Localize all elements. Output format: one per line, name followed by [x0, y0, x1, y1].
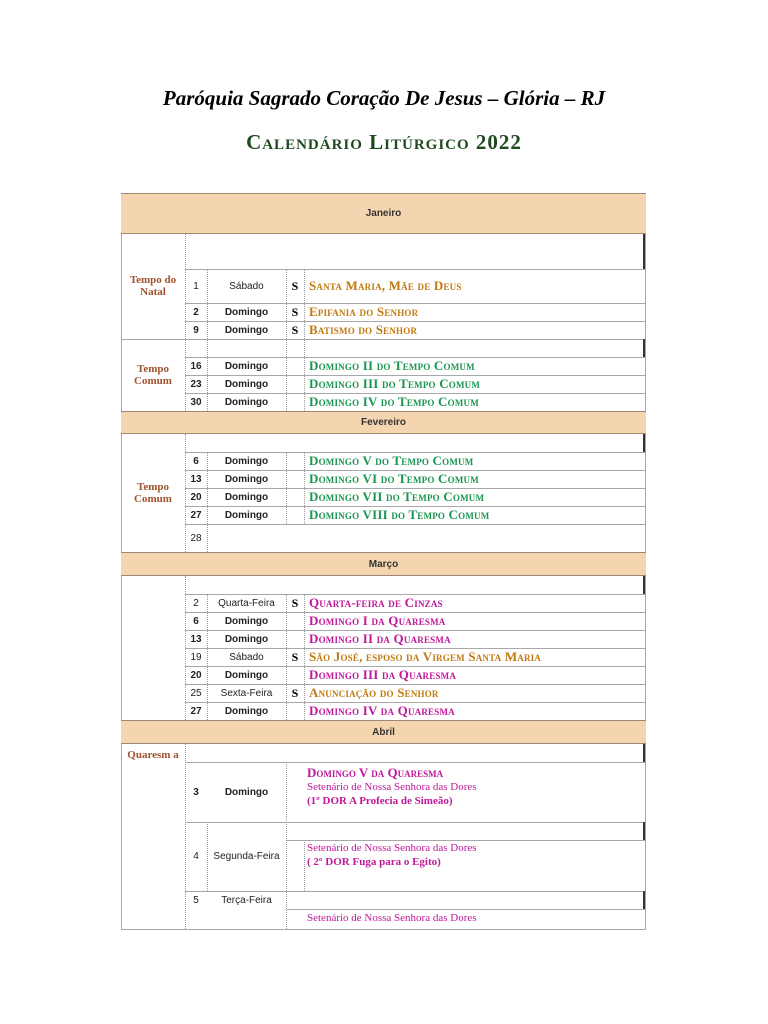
weekday: Quarta-Feira: [218, 597, 275, 609]
devotion-detail: (1º DOR A Profecia de Simeão): [307, 795, 453, 807]
row-divider: [287, 909, 645, 910]
weekday: Domingo: [224, 306, 269, 318]
celebration: Domingo V do Tempo Comum: [309, 453, 474, 468]
day-number: 20: [190, 669, 202, 681]
celebration: Quarta-feira de Cinzas: [309, 595, 443, 610]
month-header-april: Abril: [121, 720, 646, 744]
day-number: 30: [190, 396, 202, 408]
row-divider: [643, 891, 645, 909]
column-divider: [304, 594, 305, 720]
day-number: 20: [190, 491, 202, 503]
month-header-march: Março: [121, 552, 646, 576]
season-label: Quaresm a: [127, 749, 179, 761]
row-divider: [643, 576, 645, 594]
month-header-february: Fevereiro: [121, 411, 646, 434]
weekday: Domingo: [224, 396, 269, 408]
column-divider: [286, 762, 287, 929]
day-number: 4: [193, 851, 199, 862]
row-divider: [643, 339, 645, 357]
weekday: Domingo: [224, 455, 269, 467]
weekday: Domingo: [224, 786, 269, 798]
day-number: 6: [193, 615, 199, 627]
weekday: Sábado: [229, 651, 264, 663]
rank: S: [291, 685, 299, 700]
liturgical-calendar-table: [121, 193, 646, 930]
weekday: Domingo: [224, 491, 269, 503]
month-header-january: Janeiro: [121, 193, 646, 234]
weekday: Segunda-Feira: [213, 851, 280, 862]
rank: S: [291, 595, 299, 610]
day-number: 2: [193, 597, 199, 609]
weekday: Domingo: [224, 473, 269, 485]
column-divider: [304, 269, 305, 411]
celebration: Domingo V da Quaresma: [307, 765, 444, 780]
weekday: Terça-Feira: [221, 894, 272, 906]
devotion: Setenário de Nossa Senhora das Dores: [307, 842, 477, 854]
calendar-title: Calendário Litúrgico 2022: [246, 130, 522, 154]
row-divider: [643, 822, 645, 840]
celebration: Epifania do Senhor: [309, 304, 419, 319]
day-number: 13: [190, 473, 202, 485]
day-number: 16: [190, 360, 202, 372]
rank: S: [291, 278, 299, 293]
celebration-block: [307, 911, 477, 925]
rank: S: [291, 322, 299, 337]
day-number: 28: [190, 532, 202, 544]
celebration: São José, esposo da Virgem Santa Maria: [309, 649, 542, 664]
weekday: Domingo: [224, 509, 269, 521]
row-divider: [643, 434, 645, 452]
celebration: Anunciação do Senhor: [309, 685, 439, 700]
day-number: 13: [190, 633, 202, 645]
column-divider: [286, 452, 287, 524]
celebration: Domingo IV do Tempo Comum: [309, 394, 479, 409]
day-number: 27: [190, 509, 202, 521]
day-number: 19: [190, 651, 202, 663]
row-divider: [185, 524, 645, 525]
celebration: Domingo VIII do Tempo Comum: [309, 507, 490, 522]
celebration: Domingo I da Quaresma: [309, 613, 446, 628]
weekday: Domingo: [224, 324, 269, 336]
celebration: Domingo IV da Quaresma: [309, 703, 455, 718]
weekday: Domingo: [224, 633, 269, 645]
devotion: Setenário de Nossa Senhora das Dores: [307, 912, 477, 924]
column-divider: [304, 452, 305, 524]
celebration: Domingo III do Tempo Comum: [309, 376, 481, 391]
day-number: 6: [193, 455, 199, 467]
devotion-detail: ( 2º DOR Fuga para o Egito): [307, 856, 441, 868]
weekday: Domingo: [224, 378, 269, 390]
rank: S: [291, 649, 299, 664]
day-number: 9: [193, 324, 199, 336]
day-number: 27: [190, 705, 202, 717]
column-divider: [304, 840, 305, 891]
season-label: Tempo Comum: [134, 363, 172, 387]
day-number: 3: [193, 786, 199, 798]
celebration: Domingo VII do Tempo Comum: [309, 489, 485, 504]
rank: S: [291, 304, 299, 319]
celebration: Domingo II da Quaresma: [309, 631, 451, 646]
table-bottom-border: [121, 929, 646, 930]
weekday: Domingo: [224, 669, 269, 681]
weekday: Sexta-Feira: [220, 687, 273, 699]
devotion: Setenário de Nossa Senhora das Dores: [307, 781, 477, 793]
celebration: Domingo VI do Tempo Comum: [309, 471, 479, 486]
weekday: Domingo: [224, 705, 269, 717]
weekday: Domingo: [224, 615, 269, 627]
day-number: 5: [193, 894, 199, 906]
row-divider: [643, 234, 645, 269]
day-number: 1: [193, 280, 199, 292]
celebration: Domingo III da Quaresma: [309, 667, 457, 682]
celebration: Santa Maria, Mãe de Deus: [309, 278, 462, 293]
day-number: 23: [190, 378, 202, 390]
celebration: Domingo II do Tempo Comum: [309, 358, 475, 373]
day-number: 25: [190, 687, 202, 699]
celebration: Batismo do Senhor: [309, 322, 418, 337]
celebration-block: [307, 765, 477, 808]
weekday: Domingo: [224, 360, 269, 372]
season-label: Tempo do Natal: [129, 274, 177, 298]
season-label: Tempo Comum: [134, 481, 172, 505]
parish-title: Paróquia Sagrado Coração De Jesus – Glória – RJ: [162, 86, 606, 110]
row-divider: [643, 744, 645, 762]
celebration-block: [307, 841, 477, 869]
row-divider: [121, 339, 646, 340]
day-number: 2: [193, 306, 199, 318]
weekday: Sábado: [229, 280, 264, 292]
